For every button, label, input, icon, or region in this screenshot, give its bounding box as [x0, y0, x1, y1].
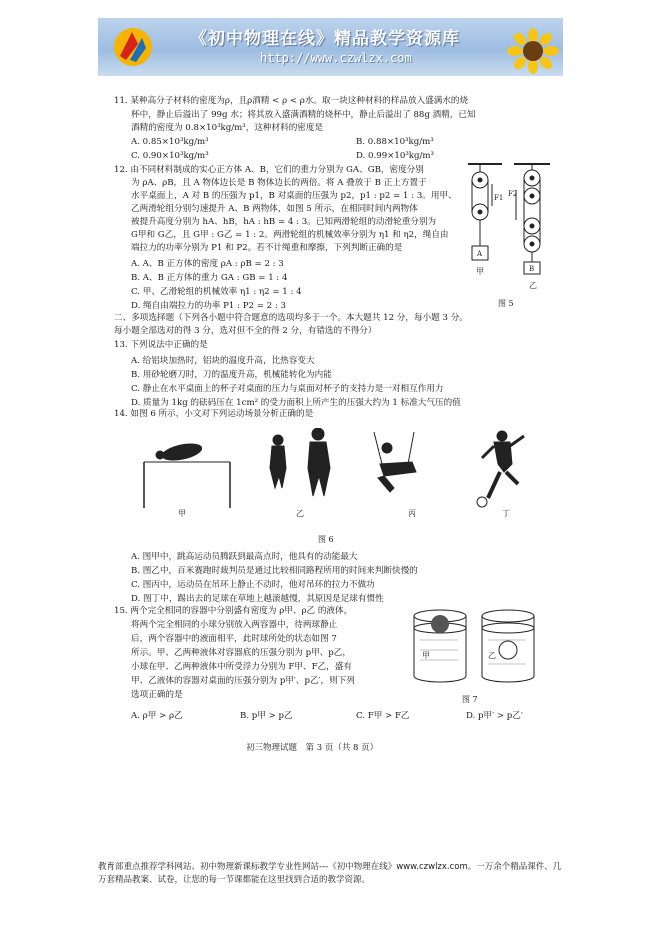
q15-option-a: A. ρ甲 > ρ乙: [131, 711, 183, 721]
q11-option-b: B. 0.88×10³kg/m³: [356, 137, 434, 147]
q15-option-b: B. p甲 > p乙: [240, 711, 293, 721]
q12-option-d: D. 绳自由端拉力的功率 P1 : P2 = 2 : 3: [131, 301, 286, 311]
q13-option-b: B. 用砂轮磨刀时，刀的温度升高，机械能转化为内能: [131, 370, 332, 380]
q11-option-d: D. 0.99×10³kg/m³: [356, 151, 434, 161]
figure-7-containers: [408, 606, 548, 692]
banner-title: 《初中物理在线》精品教学资源库: [190, 29, 460, 49]
q11-line2: 杯中，静止后溢出了 99g 水；将其放入盛满酒精的烧杯中，静止后溢出了 88g 酒精，已知: [131, 110, 476, 120]
q11-line3: 酒精的密度为 0.8×10³kg/m³，这种材料的密度是: [131, 123, 324, 133]
page-footer: 初三物理试题 第 3 页（共 8 页）: [246, 743, 379, 753]
q14-option-b: B. 图乙中，百米赛跑时裁判员是通过比较相同路程所用的时间来判断快慢的: [131, 566, 418, 576]
q15-option-d: D. p甲′ > p乙′: [466, 711, 523, 721]
q13-option-c: C. 静止在水平桌面上的杯子对桌面的压力与桌面对杯子的支持力是一对相互作用力: [131, 384, 444, 394]
fig5-f2-label: F2: [508, 190, 518, 198]
fig7-caption: 图 7: [462, 695, 478, 704]
fig5-caption: 图 5: [498, 299, 514, 308]
fig6-label-bing: 丙: [408, 509, 416, 518]
q12-line5: 被提升高度分别为 hA、hB，hA : hB = 4 : 3。已知两滑轮组的动滑轮重分别为: [131, 217, 437, 227]
q15-line4: 所示。甲、乙两种液体对容器底的压强分别为 p甲、p乙，: [131, 648, 351, 658]
q15-line6: 甲、乙液体的容器对桌面的压强分别为 p甲′、p乙′，则下列: [131, 676, 355, 686]
q12-option-a: A. A、B 正方体的密度 ρA : ρB = 2 : 3: [131, 259, 284, 269]
site-banner: [98, 18, 563, 76]
site-logo-icon: [112, 26, 154, 68]
q12-option-c: C. 甲、乙滑轮组的机械效率 η1 : η2 = 1 : 4: [131, 287, 302, 297]
q12-line6: G甲和 G乙，且 G甲 : G乙 = 1 : 2。两滑轮组的机械效率分别为 η1 和 η2，绳自由: [131, 230, 449, 240]
fig5-box-b: B: [529, 265, 535, 273]
q15-line1: 15. 两个完全相同的容器中分别盛有密度为 ρ甲、ρ乙 的液体，: [114, 606, 353, 616]
q12-line1: 12. 由不同材料制成的实心正方体 A、B，它们的重力分别为 GA、GB，密度分别: [114, 165, 424, 175]
q13-option-a: A. 给铝块加热时，铝块的温度升高，比热容变大: [131, 356, 315, 366]
site-promo-note: 教育部重点推荐学科网站、初中物理新课标教学专业性网站---《初中物理在线》www.czwlzx.com。一万余个精品课件、几万套精品教案、试卷，让您的每一节课都能在这里找到合适的教学资源。: [98, 862, 562, 885]
fig6-label-jia: 甲: [178, 509, 186, 518]
q11-line1: 11. 某种高分子材料的密度为ρ，且ρ酒精 < ρ < ρ水。取一块这种材料的样品放入盛满水的烧: [114, 96, 469, 106]
q12-line2: 为 ρA、ρB，且 A 物体边长是 B 物体边长的两倍。将 A 叠放于 B 正上方置于: [131, 178, 427, 188]
fig6-caption: 图 6: [318, 535, 334, 544]
figure-5-pulley-diagram: [466, 160, 556, 308]
q14-option-c: C. 图丙中，运动员在吊环上静止不动时，他对吊环的拉力不做功: [131, 580, 375, 590]
q15-option-c: C. F甲 > F乙: [356, 711, 410, 721]
q14-option-d: D. 图丁中，踢出去的足球在草地上越滚越慢，其原因是足球有惯性: [131, 594, 384, 604]
fig5-box-a: A: [477, 250, 483, 258]
q12-line7: 端拉力的功率分别为 P1 和 P2。若不计绳重和摩擦，下列判断正确的是: [131, 243, 403, 253]
section2-header-line1: 二、多项选择题（下列各小题中符合题意的选项均多于一个。本大题共 12 分，每小题 3 分。: [114, 313, 468, 323]
q12-line3: 水平桌面上，A 对 B 的压强为 p1，B 对桌面的压强为 p2，p1 : p2 = 1 : 3。用甲、: [131, 191, 457, 201]
fig6-label-ding: 丁: [502, 509, 510, 518]
fig7-label-jia: 甲: [422, 651, 430, 660]
q12-line4: 乙两滑轮组分别匀速提升 A、B 两物体，如图 5 所示，在相同时间内两物体: [131, 204, 418, 214]
figure-6-sports-scenes: [132, 428, 532, 518]
q13-stem: 13. 下列说法中正确的是: [114, 340, 208, 350]
sunflower-icon: [507, 28, 559, 74]
q15-line7: 选项正确的是: [131, 690, 183, 700]
fig5-label-jia: 甲: [476, 267, 484, 276]
q11-option-c: C. 0.90×10³kg/m³: [131, 151, 209, 161]
q15-line5: 小球在甲、乙两种液体中所受浮力分别为 F甲、F乙，盛有: [131, 662, 352, 672]
fig6-label-yi: 乙: [296, 509, 304, 518]
q13-option-d: D. 质量为 1kg 的砝码压在 1cm² 的受力面积上所产生的压强大约为 1 标准大气压的值: [131, 398, 461, 408]
q11-option-a: A. 0.85×10³kg/m³: [131, 137, 209, 147]
fig5-f1-label: F1: [494, 194, 504, 202]
q15-line3: 后，两个容器中的液面相平，此时球所处的状态如图 7: [131, 634, 337, 644]
fig5-label-yi: 乙: [529, 281, 537, 290]
q15-line2: 将两个完全相同的小球分别放入两容器中，待两球静止: [131, 620, 338, 630]
q12-option-b: B. A、B 正方体的重力 GA : GB = 1 : 4: [131, 273, 288, 283]
q14-stem: 14. 如图 6 所示，小文对下列运动场景分析正确的是: [114, 409, 314, 419]
q14-option-a: A. 图甲中，跳高运动员腾跃到最高点时，他具有的动能最大: [131, 552, 358, 562]
banner-url[interactable]: http://www.czwlzx.com: [260, 51, 412, 65]
fig7-label-yi: 乙: [488, 651, 496, 660]
section2-header-line2: 每小题全部选对的得 3 分，选对但不全的得 2 分，有错选的不得分）: [114, 326, 377, 336]
